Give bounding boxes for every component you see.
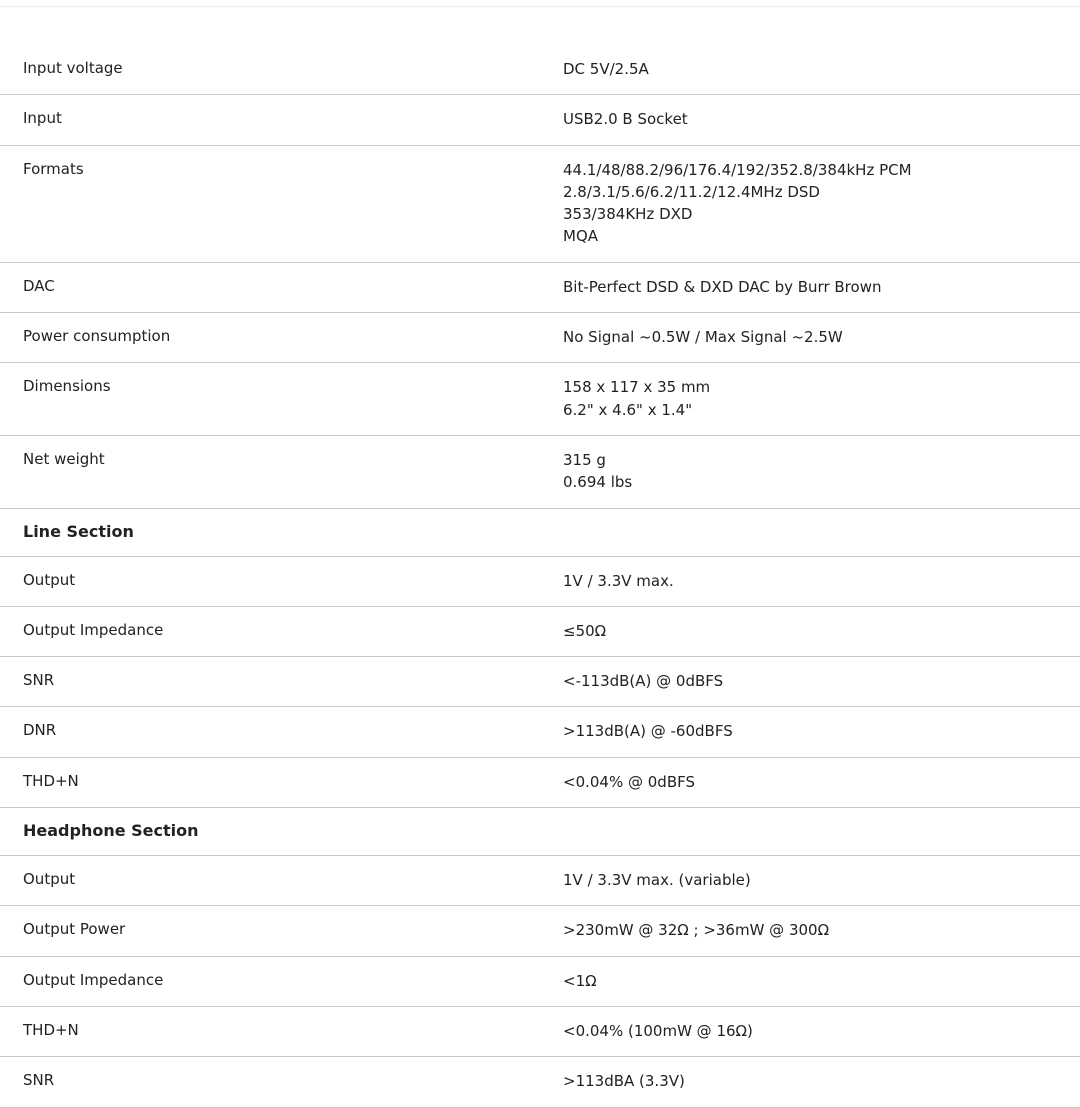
spec-label: Input voltage bbox=[23, 59, 123, 77]
spec-row bbox=[0, 856, 1080, 906]
top-divider bbox=[0, 6, 1080, 7]
spec-row bbox=[0, 707, 1080, 757]
spec-value-line: USB2.0 B Socket bbox=[563, 110, 688, 129]
spec-label: Net weight bbox=[23, 449, 105, 468]
spec-value-line: <0.04% @ 0dBFS bbox=[563, 772, 695, 791]
spec-value-line: <1Ω bbox=[563, 971, 597, 990]
spec-row bbox=[0, 95, 1080, 145]
spec-label: Output bbox=[23, 570, 76, 589]
spec-value-line: >113dB(A) @ -60dBFS bbox=[563, 722, 733, 741]
spec-label: Output Impedance bbox=[23, 620, 164, 639]
spec-label: Output bbox=[23, 870, 76, 889]
spec-table bbox=[0, 45, 1080, 1108]
spec-label: Formats bbox=[23, 159, 84, 178]
spec-value bbox=[563, 970, 597, 992]
spec-value-line: MQA bbox=[563, 227, 599, 246]
spec-value-line: <-113dB(A) @ 0dBFS bbox=[563, 672, 724, 691]
section-header-row bbox=[0, 509, 1080, 557]
spec-label: THD+N bbox=[23, 1020, 79, 1039]
spec-row bbox=[0, 1007, 1080, 1057]
spec-row bbox=[0, 363, 1080, 436]
spec-label: Dimensions bbox=[23, 377, 111, 396]
spec-value bbox=[563, 276, 881, 298]
spec-row bbox=[0, 607, 1080, 657]
spec-row bbox=[0, 957, 1080, 1007]
spec-row bbox=[0, 1057, 1080, 1107]
spec-value-line: 6.2" x 4.6" x 1.4" bbox=[563, 400, 693, 419]
spec-value bbox=[563, 108, 688, 130]
spec-value bbox=[563, 449, 632, 494]
spec-value-line: 353/384KHz DXD bbox=[563, 205, 693, 224]
spec-value bbox=[563, 620, 606, 642]
spec-value-line: 158 x 117 x 35 mm bbox=[563, 378, 711, 397]
spec-value-line: 2.8/3.1/5.6/6.2/11.2/12.4MHz DSD bbox=[563, 182, 820, 201]
spec-row bbox=[0, 45, 1080, 95]
spec-row bbox=[0, 758, 1080, 808]
spec-value-line: 1V / 3.3V max. (variable) bbox=[563, 871, 751, 890]
spec-value bbox=[563, 570, 674, 592]
spec-row bbox=[0, 263, 1080, 313]
spec-value-line: Bit-Perfect DSD & DXD DAC by Burr Brown bbox=[563, 277, 882, 296]
spec-row bbox=[0, 657, 1080, 707]
spec-row bbox=[0, 436, 1080, 509]
spec-value bbox=[563, 1020, 753, 1042]
spec-value-line: ≤50Ω bbox=[563, 621, 607, 640]
spec-value bbox=[563, 58, 649, 80]
spec-value-line: DC 5V/2.5A bbox=[563, 60, 649, 78]
spec-value-line: 315 g bbox=[563, 450, 606, 469]
spec-value-line: 1V / 3.3V max. bbox=[563, 571, 674, 590]
spec-value bbox=[563, 869, 751, 891]
spec-value bbox=[563, 720, 733, 742]
spec-label: Power consumption bbox=[23, 327, 171, 346]
spec-value bbox=[563, 919, 829, 941]
section-title: Headphone Section bbox=[23, 821, 199, 841]
spec-row bbox=[0, 557, 1080, 607]
spec-value bbox=[563, 1070, 685, 1092]
spec-value bbox=[563, 159, 912, 248]
spec-row bbox=[0, 313, 1080, 363]
spec-label: Input bbox=[23, 109, 62, 128]
section-title: Line Section bbox=[23, 521, 134, 541]
spec-value bbox=[563, 326, 843, 348]
spec-label: Output Impedance bbox=[23, 970, 164, 989]
section-header-row bbox=[0, 808, 1080, 856]
spec-row bbox=[0, 146, 1080, 263]
spec-value-line: >113dBA (3.3V) bbox=[563, 1072, 685, 1091]
spec-value-line: <0.04% (100mW @ 16Ω) bbox=[563, 1021, 753, 1040]
spec-value bbox=[563, 670, 723, 692]
spec-value-line: >230mW @ 32Ω ; >36mW @ 300Ω bbox=[563, 921, 830, 940]
spec-label: SNR bbox=[23, 1071, 55, 1090]
spec-label: Output Power bbox=[23, 920, 126, 939]
spec-label: DNR bbox=[23, 721, 57, 740]
spec-label: SNR bbox=[23, 671, 55, 690]
spec-row bbox=[0, 906, 1080, 956]
spec-value bbox=[563, 771, 695, 793]
spec-value-line: 44.1/48/88.2/96/176.4/192/352.8/384kHz PCM bbox=[563, 160, 912, 179]
spec-value-line: No Signal ~0.5W / Max Signal ~2.5W bbox=[563, 328, 843, 347]
spec-value bbox=[563, 376, 710, 421]
spec-label: THD+N bbox=[23, 771, 79, 790]
spec-value-line: 0.694 lbs bbox=[563, 473, 633, 492]
spec-label: DAC bbox=[23, 276, 55, 295]
